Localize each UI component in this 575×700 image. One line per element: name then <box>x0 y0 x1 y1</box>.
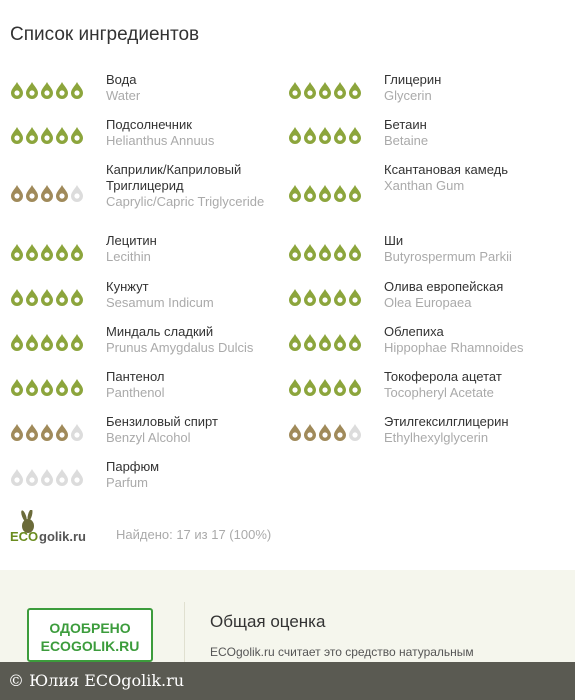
ingredient-name: Подсолнечник <box>106 117 192 132</box>
drop-icon <box>70 468 84 491</box>
drop-icon <box>333 288 347 311</box>
drop-icon <box>55 243 69 266</box>
drop-icon <box>318 81 332 104</box>
drop-icon <box>70 288 84 311</box>
rating-drops <box>0 70 106 115</box>
ingredient-info <box>106 277 276 322</box>
ingredient-info <box>384 231 554 277</box>
drop-icon <box>318 243 332 266</box>
drop-icon <box>25 184 39 207</box>
drop-icon <box>348 378 362 401</box>
ingredient-row <box>0 412 575 457</box>
ingredient-latin: Prunus Amygdalus Dulcis <box>106 340 254 355</box>
ingredient-item[interactable] <box>0 457 278 502</box>
drop-icon <box>288 126 302 149</box>
ingredient-info <box>384 115 554 160</box>
ingredient-row <box>0 367 575 412</box>
drop-icon <box>348 423 362 446</box>
drop-icon <box>333 333 347 356</box>
ingredient-item[interactable] <box>0 367 278 412</box>
ingredient-latin: Parfum <box>106 475 148 490</box>
ingredient-row <box>0 115 575 160</box>
ingredient-latin: Olea Europaea <box>384 295 472 310</box>
drop-icon <box>303 184 317 207</box>
drop-icon <box>55 333 69 356</box>
drop-icon <box>40 468 54 491</box>
drop-icon <box>55 184 69 207</box>
ingredient-info <box>384 412 554 457</box>
ingredient-item[interactable] <box>278 277 575 322</box>
drop-icon <box>25 468 39 491</box>
rating-drops <box>0 367 106 412</box>
drop-icon <box>303 243 317 266</box>
ingredient-item[interactable] <box>278 322 575 367</box>
ingredient-info <box>384 322 554 367</box>
drop-icon <box>348 126 362 149</box>
ingredient-info <box>106 367 276 412</box>
drop-icon <box>288 333 302 356</box>
drop-icon <box>333 184 347 207</box>
ingredient-name: Лецитин <box>106 233 157 248</box>
rating-drops <box>278 367 384 412</box>
ingredient-name: Бетаин <box>384 117 427 132</box>
ingredient-latin: Water <box>106 88 141 103</box>
drop-icon <box>348 288 362 311</box>
ingredient-info <box>106 457 276 502</box>
drop-icon <box>70 184 84 207</box>
rating-drops <box>0 412 106 457</box>
drop-icon <box>318 288 332 311</box>
ingredient-row <box>0 231 575 277</box>
ingredient-latin: Panthenol <box>106 385 165 400</box>
drop-icon <box>288 81 302 104</box>
drop-icon <box>40 288 54 311</box>
drop-icon <box>348 243 362 266</box>
ingredient-row <box>0 277 575 322</box>
drop-icon <box>40 423 54 446</box>
drop-icon <box>70 81 84 104</box>
approved-stamp <box>27 608 153 662</box>
rating-drops <box>278 160 384 231</box>
drop-icon <box>303 423 317 446</box>
overall-title: Общая оценка <box>210 612 326 631</box>
rating-drops <box>0 277 106 322</box>
ingredient-latin: Tocopheryl Acetate <box>384 385 494 400</box>
ingredient-info <box>106 412 276 457</box>
ingredient-row <box>0 160 575 231</box>
ingredient-name: Токоферола ацетат <box>384 369 502 384</box>
drop-icon <box>318 126 332 149</box>
drop-icon <box>70 423 84 446</box>
drop-icon <box>333 81 347 104</box>
ingredient-list <box>0 70 575 502</box>
ingredient-info <box>106 322 276 367</box>
drop-icon <box>25 333 39 356</box>
ingredient-latin: Caprylic/Capric Triglyceride <box>106 194 265 209</box>
drop-icon <box>303 333 317 356</box>
ingredient-name: Каприлик/Каприловый Триглицерид <box>106 162 242 193</box>
drop-icon <box>25 378 39 401</box>
ingredient-item[interactable] <box>0 231 278 277</box>
stamp-line2: ECOGOLIK.RU <box>40 638 140 654</box>
drop-icon <box>40 81 54 104</box>
ingredient-item[interactable] <box>278 412 575 457</box>
ingredient-item[interactable] <box>0 277 278 322</box>
ingredient-name: Ксантановая камедь <box>384 162 509 177</box>
rating-drops <box>0 115 106 160</box>
drop-icon <box>348 333 362 356</box>
ingredient-item[interactable] <box>0 412 278 457</box>
ingredient-name: Глицерин <box>384 72 442 87</box>
rating-drops <box>0 160 106 231</box>
rating-drops <box>278 70 384 115</box>
ingredient-info <box>384 70 554 115</box>
ingredient-name: Пантенол <box>106 369 165 384</box>
drop-icon <box>333 126 347 149</box>
drop-icon <box>70 333 84 356</box>
drop-icon <box>303 81 317 104</box>
drop-icon <box>10 81 24 104</box>
ingredient-info <box>106 160 276 231</box>
ingredient-info <box>384 277 554 322</box>
drop-icon <box>348 184 362 207</box>
ingredient-info <box>384 367 554 412</box>
drop-icon <box>10 378 24 401</box>
ingredient-item[interactable] <box>0 322 278 367</box>
brand-golik: golik.ru <box>39 529 86 544</box>
rating-drops <box>0 322 106 367</box>
drop-icon <box>288 184 302 207</box>
ingredient-item[interactable] <box>278 231 575 277</box>
rating-drops <box>278 322 384 367</box>
drop-icon <box>25 126 39 149</box>
ingredient-name: Бензиловый спирт <box>106 414 218 429</box>
stamp-line1: ОДОБРЕНО <box>49 620 131 636</box>
brand-eco: ECO <box>10 529 39 544</box>
drop-icon <box>55 378 69 401</box>
rating-drops <box>278 115 384 160</box>
rating-drops <box>278 277 384 322</box>
ingredient-latin: Hippophae Rhamnoides <box>384 340 524 355</box>
drop-icon <box>288 288 302 311</box>
ingredient-item[interactable] <box>278 70 575 115</box>
drop-icon <box>288 423 302 446</box>
drop-icon <box>303 288 317 311</box>
found-count: Найдено: 17 из 17 (100%) <box>116 527 272 542</box>
drop-icon <box>70 378 84 401</box>
drop-icon <box>70 243 84 266</box>
ingredient-item[interactable] <box>0 160 278 231</box>
ingredient-name: Вода <box>106 72 137 87</box>
drop-icon <box>40 126 54 149</box>
ingredient-row <box>0 322 575 367</box>
drop-icon <box>25 81 39 104</box>
ingredient-name: Ши <box>384 233 404 248</box>
ingredient-item[interactable] <box>278 367 575 412</box>
ingredient-item[interactable] <box>278 160 575 231</box>
ingredient-latin: Ethylhexylglycerin <box>384 430 489 445</box>
rating-drops <box>0 457 106 502</box>
ingredient-latin: Lecithin <box>106 249 151 264</box>
drop-icon <box>288 378 302 401</box>
drop-icon <box>10 423 24 446</box>
drop-icon <box>40 333 54 356</box>
drop-icon <box>318 184 332 207</box>
ingredient-name: Олива европейская <box>384 279 504 294</box>
drop-icon <box>55 468 69 491</box>
ingredient-latin: Butyrospermum Parkii <box>384 249 512 264</box>
drop-icon <box>10 468 24 491</box>
ingredient-latin: Betaine <box>384 133 429 148</box>
drop-icon <box>40 378 54 401</box>
drop-icon <box>25 243 39 266</box>
rating-drops <box>0 231 106 277</box>
ingredient-row <box>0 70 575 115</box>
drop-icon <box>55 288 69 311</box>
copyright-footer: © Юлия ECOgolik.ru <box>0 662 575 700</box>
drop-icon <box>25 423 39 446</box>
ingredient-info <box>106 231 276 277</box>
drop-icon <box>318 378 332 401</box>
ingredient-latin: Xanthan Gum <box>384 178 465 193</box>
page-title: Список ингредиентов <box>10 24 200 45</box>
rating-drops <box>278 412 384 457</box>
ingredient-name: Парфюм <box>106 459 160 474</box>
drop-icon <box>303 126 317 149</box>
ingredient-name: Облепиха <box>384 324 444 339</box>
ingredient-name: Миндаль сладкий <box>106 324 214 339</box>
drop-icon <box>55 81 69 104</box>
drop-icon <box>10 333 24 356</box>
drop-icon <box>333 378 347 401</box>
drop-icon <box>70 126 84 149</box>
ingredient-name: Этилгексилглицерин <box>384 414 509 429</box>
overall-description: ECOgolik.ru считает это средство натуральным <box>210 645 474 659</box>
ecogolik-logo[interactable] <box>10 510 100 546</box>
drop-icon <box>318 333 332 356</box>
drop-icon <box>303 378 317 401</box>
drop-icon <box>288 243 302 266</box>
ingredient-latin: Helianthus Annuus <box>106 133 215 148</box>
drop-icon <box>25 288 39 311</box>
ingredient-name: Кунжут <box>106 279 149 294</box>
drop-icon <box>333 243 347 266</box>
drop-icon <box>40 184 54 207</box>
ingredient-latin: Benzyl Alcohol <box>106 430 191 445</box>
drop-icon <box>318 423 332 446</box>
ingredient-item[interactable] <box>0 115 278 160</box>
ingredient-info <box>106 70 276 115</box>
ingredient-item[interactable] <box>278 115 575 160</box>
drop-icon <box>10 288 24 311</box>
ingredient-latin: Glycerin <box>384 88 432 103</box>
ingredient-latin: Sesamum Indicum <box>106 295 214 310</box>
rating-drops <box>278 231 384 277</box>
drop-icon <box>10 126 24 149</box>
ingredient-item[interactable] <box>0 70 278 115</box>
drop-icon <box>333 423 347 446</box>
drop-icon <box>10 243 24 266</box>
drop-icon <box>55 423 69 446</box>
drop-icon <box>55 126 69 149</box>
ingredient-row <box>0 457 575 502</box>
ingredient-info <box>106 115 276 160</box>
ingredient-info <box>384 160 554 231</box>
drop-icon <box>40 243 54 266</box>
drop-icon <box>10 184 24 207</box>
drop-icon <box>348 81 362 104</box>
